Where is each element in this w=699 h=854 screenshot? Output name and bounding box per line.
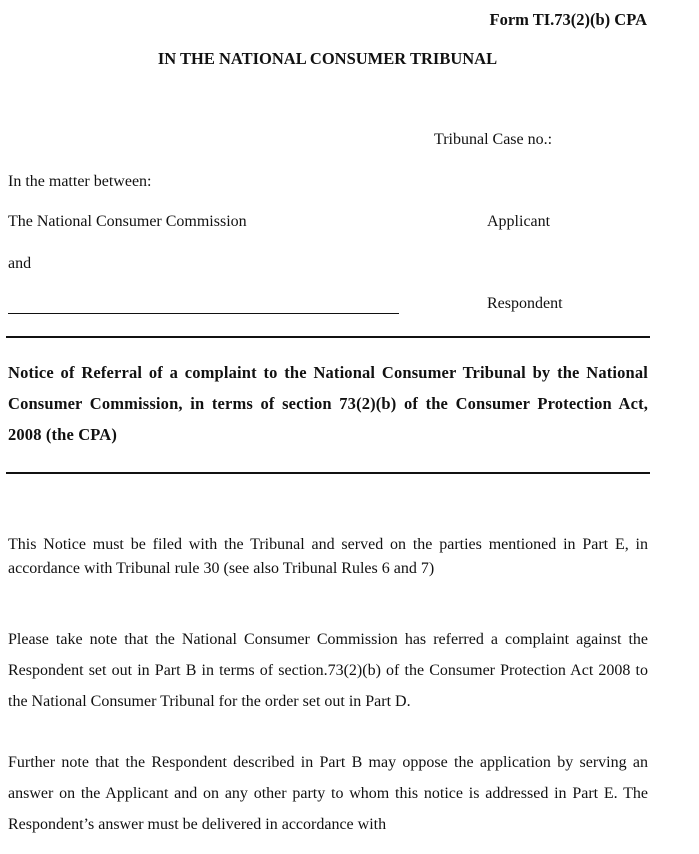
bottom-divider — [6, 472, 650, 474]
case-number-label: Tribunal Case no.: — [434, 131, 553, 148]
and-conjunction: and — [8, 255, 32, 272]
respondent-role-label: Respondent — [487, 295, 563, 312]
top-divider — [6, 336, 650, 338]
applicant-role-label: Applicant — [487, 213, 551, 230]
tribunal-heading: IN THE NATIONAL CONSUMER TRIBUNAL — [157, 49, 498, 68]
notice-title: Notice of Referral of a complaint to the National Consumer Tribunal by the National Consumer Commission, in terms of section 73(2)(b) of the Consumer Protection Act, 2008 (the CPA) — [8, 363, 648, 444]
filing-instruction-paragraph: This Notice must be filed with the Tribunal and served on the parties mentioned in Part E, in accordance with Tribunal rule 30 (see also Tribunal Rules 6 and 7) — [8, 536, 648, 577]
take-note-paragraph: Please take note that the National Consumer Commission has referred a complaint against the Respondent set out in Part B in terms of section.73(2)(b) of the Consumer Protection Act 2008 to the National Consumer Tribunal for the order set out in Part D. — [8, 631, 648, 710]
respondent-name-blank-line — [8, 313, 399, 314]
matter-between-label: In the matter between: — [8, 173, 152, 190]
form-number: Form TI.73(2)(b) CPA — [489, 10, 647, 29]
further-note-paragraph: Further note that the Respondent described in Part B may oppose the application by serving an answer on the Applicant and on any other party to whom this notice is addressed in Part E. The Respondent’s answer must be delivered in accordance with — [8, 754, 648, 833]
applicant-name: The National Consumer Commission — [8, 213, 247, 230]
